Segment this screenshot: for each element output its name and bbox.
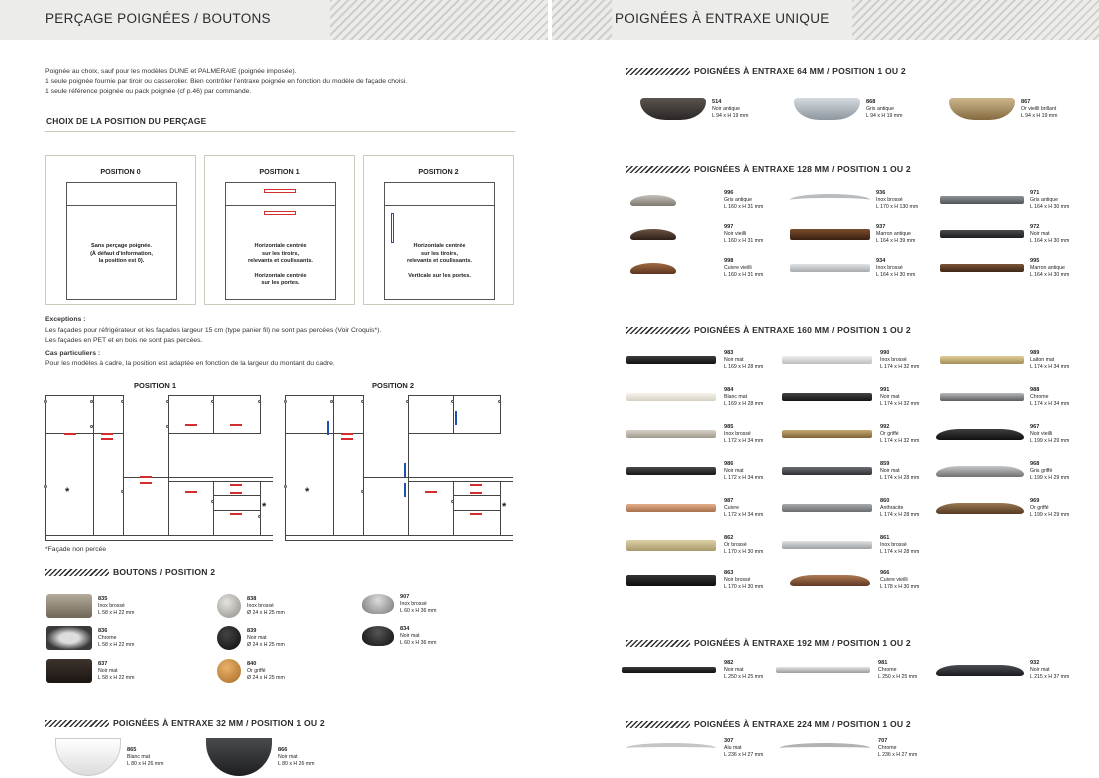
- header-hatch: [552, 0, 612, 40]
- cabinet-drawing: [384, 182, 495, 300]
- product-image: [626, 430, 716, 438]
- intro-line: Poignée au choix, sauf pour les modèles DUNE et PALMERAIE (poignée imposée).: [45, 68, 297, 75]
- product-image: [626, 393, 716, 401]
- position-text: Horizontale centrée sur les tiroirs, relevants et coulissants. Verticale sur les portes.: [407, 243, 472, 279]
- product-image: [790, 194, 870, 206]
- header-hatch: [852, 0, 1099, 40]
- handle-mark: [391, 213, 394, 243]
- section-title-224mm: POIGNÉES À ENTRAXE 224 MM / POSITION 1 OU 2: [626, 719, 911, 729]
- product-image: [630, 229, 676, 240]
- product-item: 995 Marron antique L 164 x H 30 mm: [940, 258, 1069, 279]
- product-item: 983 Noir mat L 169 x H 28 mm: [626, 350, 763, 371]
- product-item: 907 Inox brossé L 60 x H 36 mm: [362, 594, 436, 615]
- right-page-title: POIGNÉES À ENTRAXE UNIQUE: [615, 11, 830, 26]
- product-image: [640, 98, 706, 120]
- product-item: 863 Noir brossé L 170 x H 30 mm: [626, 570, 763, 591]
- note-text: *Façade non percée: [45, 546, 107, 553]
- diagram-label: POSITION 2: [372, 381, 415, 390]
- product-item: 836 Chrome L 58 x H 22 mm: [46, 626, 134, 650]
- cas-title: Cas particuliers :: [45, 350, 101, 357]
- cabinet-drawing: [225, 182, 336, 300]
- position-label: POSITION 0: [100, 167, 141, 176]
- product-image: [936, 466, 1024, 477]
- product-image: [936, 665, 1024, 676]
- product-item: 966 Cuivre vieilli L 178 x H 30 mm: [790, 570, 919, 591]
- product-image: [630, 263, 676, 274]
- product-item: 835 Inox brossé L 58 x H 22 mm: [46, 594, 134, 618]
- cabinet-drawing: [66, 182, 177, 300]
- diagram-label: POSITION 1: [134, 381, 177, 390]
- product-item: 988 Chrome L 174 x H 34 mm: [940, 387, 1069, 408]
- product-item: 859 Noir mat L 174 x H 28 mm: [782, 461, 919, 482]
- product-item: 936 Inox brossé L 170 x H 130 mm: [790, 190, 918, 211]
- product-item: 996 Gris antique L 160 x H 31 mm: [630, 190, 763, 211]
- product-image: [206, 738, 272, 776]
- product-image: [362, 626, 394, 646]
- divider: [45, 131, 515, 132]
- product-image: [790, 264, 870, 272]
- product-image: [949, 98, 1015, 120]
- position-0-box: [45, 155, 196, 305]
- product-item: 971 Gris antique L 164 x H 30 mm: [940, 190, 1069, 211]
- intro-line: 1 seule référence poignée ou pack poignée (cf p.46) par commande.: [45, 88, 252, 95]
- product-image: [217, 626, 241, 650]
- product-image: [940, 196, 1024, 204]
- product-item: 967 Noir vieilli L 199 x H 29 mm: [936, 424, 1069, 445]
- position-text: Horizontale centrée sur les tiroirs, relevants et coulissants. Horizontale centrée sur les portes.: [248, 243, 313, 287]
- section-title-32mm: POIGNÉES À ENTRAXE 32 MM / POSITION 1 OU 2: [45, 718, 325, 728]
- choix-title: CHOIX DE LA POSITION DU PERÇAGE: [46, 116, 207, 126]
- product-image: [55, 738, 121, 776]
- product-image: [46, 594, 92, 618]
- product-item: 984 Blanc mat L 169 x H 28 mm: [626, 387, 763, 408]
- product-image: [782, 467, 872, 475]
- product-image: [782, 504, 872, 512]
- handle-mark: [264, 211, 296, 215]
- position-text: Sans perçage poignée. (À défaut d'information, la position est 0).: [90, 243, 153, 265]
- product-image: [217, 594, 241, 618]
- product-item: 934 Inox brossé L 164 x H 30 mm: [790, 258, 915, 279]
- kitchen-diagram-1: [45, 395, 273, 540]
- product-image: [940, 393, 1024, 401]
- section-title-128mm: POIGNÉES À ENTRAXE 128 MM / POSITION 1 OU 2: [626, 164, 911, 174]
- product-image: [622, 667, 716, 673]
- product-image: [626, 540, 716, 551]
- exceptions-title: Exceptions :: [45, 316, 86, 323]
- right-header: [552, 0, 1099, 40]
- product-item: 307 Alu mat L 236 x H 27 mm: [626, 738, 763, 759]
- product-item: 986 Noir mat L 172 x H 34 mm: [626, 461, 763, 482]
- star-mark: *: [262, 501, 267, 513]
- product-image: [794, 98, 860, 120]
- product-item: 867 Or vieilli brillant L 94 x H 19 mm: [949, 98, 1057, 120]
- left-page-title: PERÇAGE POIGNÉES / BOUTONS: [45, 11, 271, 26]
- product-image: [940, 356, 1024, 364]
- left-header: [0, 0, 548, 40]
- product-image: [626, 575, 716, 586]
- position-1-box: [204, 155, 355, 305]
- section-title-192mm: POIGNÉES À ENTRAXE 192 MM / POSITION 1 OU 2: [626, 638, 911, 648]
- product-image: [217, 659, 241, 683]
- product-item: 989 Laiton mat L 174 x H 34 mm: [940, 350, 1069, 371]
- header-hatch: [330, 0, 548, 40]
- handle-mark: [264, 189, 296, 193]
- product-image: [790, 229, 870, 240]
- product-image: [936, 503, 1024, 514]
- product-item: 932 Noir mat L 215 x H 37 mm: [936, 660, 1069, 681]
- product-image: [626, 467, 716, 475]
- star-mark: *: [305, 486, 310, 498]
- intro-line: 1 seule poignée fournie par tiroir ou casserolier. Bien contrôler l'entraxe poignée en fonction du modèle de façade choisi.: [45, 78, 408, 85]
- product-item: 990 Inox brossé L 174 x H 32 mm: [782, 350, 919, 371]
- product-item: 868 Gris antique L 94 x H 19 mm: [794, 98, 902, 120]
- kitchen-diagram-2: [285, 395, 513, 540]
- product-item: 972 Noir mat L 164 x H 30 mm: [940, 224, 1069, 245]
- product-image: [626, 504, 716, 512]
- product-item: 839 Noir mat Ø 24 x H 25 mm: [217, 626, 285, 650]
- product-item: 987 Cuivre L 172 x H 34 mm: [626, 498, 763, 519]
- product-item: 840 Or griffé Ø 24 x H 25 mm: [217, 659, 285, 683]
- product-item: 991 Noir mat L 174 x H 32 mm: [782, 387, 919, 408]
- product-item: 837 Noir mat L 58 x H 22 mm: [46, 659, 134, 683]
- product-item: 968 Gris griffé L 199 x H 29 mm: [936, 461, 1069, 482]
- product-image: [630, 195, 676, 206]
- product-image: [940, 230, 1024, 238]
- product-image: [790, 575, 870, 586]
- position-2-box: [363, 155, 514, 305]
- product-item: 860 Anthracite L 174 x H 28 mm: [782, 498, 919, 519]
- product-item: 514 Noir antique L 94 x H 19 mm: [640, 98, 748, 120]
- product-image: [626, 356, 716, 364]
- product-image: [936, 429, 1024, 440]
- position-label: POSITION 2: [418, 167, 459, 176]
- product-item: 865 Blanc mat L 80 x H 26 mm: [55, 738, 163, 776]
- product-item: 838 Inox brossé Ø 24 x H 25 mm: [217, 594, 285, 618]
- product-image: [782, 356, 872, 364]
- product-item: 866 Noir mat L 80 x H 26 mm: [206, 738, 314, 776]
- product-image: [780, 743, 870, 753]
- product-item: 707 Chrome L 236 x H 27 mm: [780, 738, 917, 759]
- product-item: 998 Cuivre vieilli L 160 x H 31 mm: [630, 258, 763, 279]
- section-title-64mm: POIGNÉES À ENTRAXE 64 MM / POSITION 1 OU 2: [626, 66, 906, 76]
- product-image: [626, 743, 716, 753]
- product-item: 937 Marron antique L 164 x H 39 mm: [790, 224, 915, 245]
- section-title-160mm: POIGNÉES À ENTRAXE 160 MM / POSITION 1 OU 2: [626, 325, 911, 335]
- section-title-boutons: BOUTONS / POSITION 2: [45, 567, 215, 577]
- exceptions-line: Les façades en PET et en bois ne sont pas percées.: [45, 337, 203, 344]
- product-image: [782, 541, 872, 549]
- product-item: 861 Inox brossé L 174 x H 28 mm: [782, 535, 919, 556]
- position-label: POSITION 1: [259, 167, 300, 176]
- product-item: 981 Chrome L 250 x H 25 mm: [776, 660, 917, 681]
- product-image: [940, 264, 1024, 272]
- product-image: [782, 430, 872, 438]
- product-item: 982 Noir mat L 250 x H 25 mm: [622, 660, 763, 681]
- product-image: [46, 626, 92, 650]
- product-image: [776, 667, 870, 673]
- cas-line: Pour les modèles à cadre, la position est adaptée en fonction de la largeur du montant du cadre.: [45, 360, 335, 367]
- product-item: 969 Or griffé L 199 x H 29 mm: [936, 498, 1069, 519]
- star-mark: *: [65, 486, 70, 498]
- product-item: 997 Noir vieilli L 160 x H 31 mm: [630, 224, 763, 245]
- exceptions-line: Les façades pour réfrigérateur et les façades largeur 15 cm (type panier fil) ne sont pas percées (Voir Croquis*).: [45, 327, 382, 334]
- product-image: [46, 659, 92, 683]
- product-image: [782, 393, 872, 401]
- star-mark: *: [502, 501, 507, 513]
- product-item: 862 Or brossé L 170 x H 30 mm: [626, 535, 763, 556]
- product-item: 834 Noir mat L 60 x H 36 mm: [362, 626, 436, 647]
- product-item: 985 Inox brossé L 172 x H 34 mm: [626, 424, 763, 445]
- product-item: 992 Or griffé L 174 x H 32 mm: [782, 424, 919, 445]
- product-image: [362, 594, 394, 614]
